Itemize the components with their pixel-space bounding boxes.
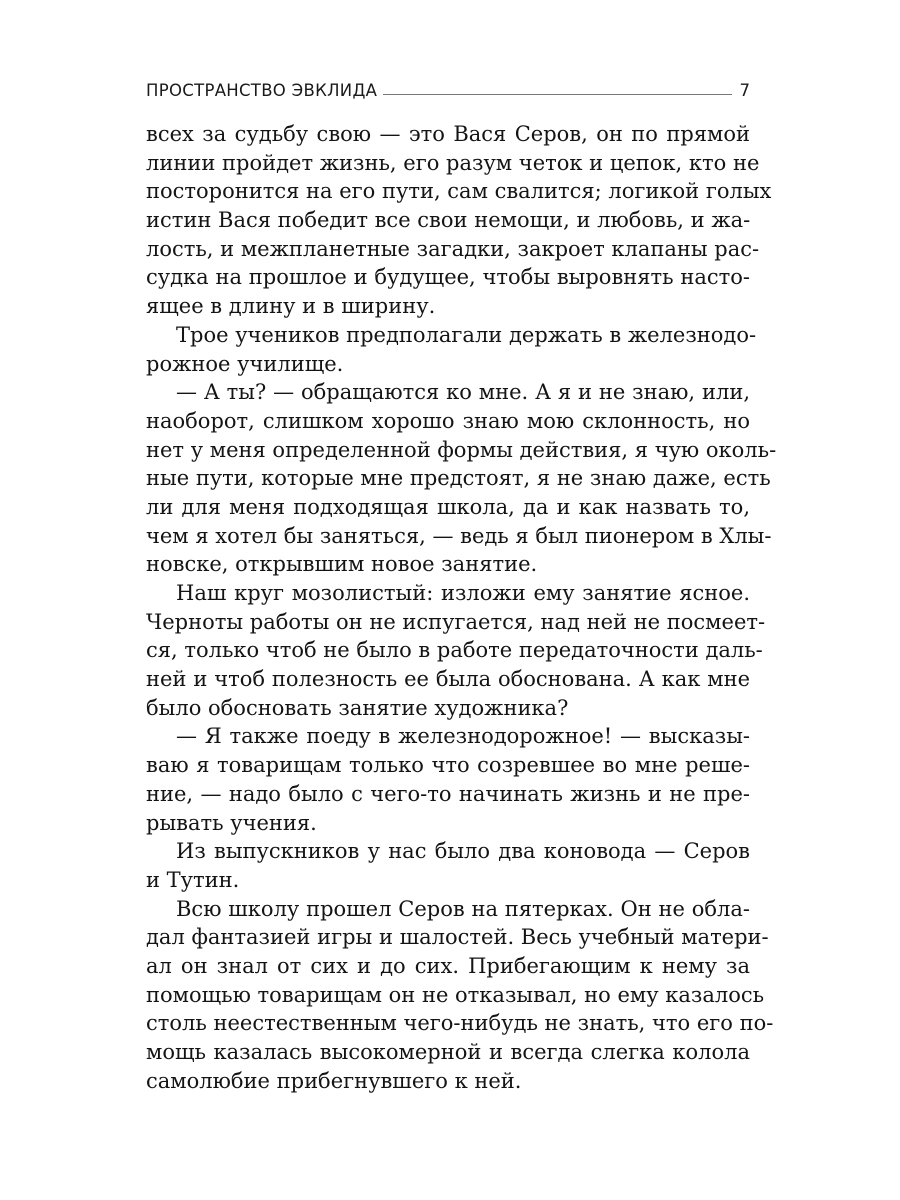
header-rule bbox=[383, 94, 731, 95]
text-line: дал фантазией игры и шалостей. Весь учебный матери- bbox=[146, 925, 769, 950]
text-line: чем я хотел бы заняться, — ведь я был пионером в Хлы- bbox=[146, 523, 772, 548]
text-line: Из выпускников у нас было два коновода — Серов bbox=[176, 839, 750, 864]
text-line: посторонится на его пути, сам свалится; логикой голых bbox=[146, 179, 772, 204]
text-line: рожное училище. bbox=[146, 351, 344, 376]
text-line: Черноты работы он не испугается, над ней не посмеет- bbox=[146, 609, 766, 634]
text-line: наоборот, слишком хорошо знаю мою склонность, но bbox=[146, 408, 750, 433]
text-line: ли для меня подходящая школа, да и как назвать то, bbox=[146, 494, 750, 519]
text-line: Трое учеников предполагали держать в железнодо- bbox=[176, 322, 757, 347]
text-line: ные пути, которые мне предстоят, я не знаю даже, есть bbox=[146, 466, 771, 491]
text-line: и Тутин. bbox=[146, 867, 240, 892]
text-line: помощью товарищам он не отказывал, но ему казалось bbox=[146, 982, 765, 1007]
running-header bbox=[146, 76, 750, 100]
text-line: ние, — надо было с чего-то начинать жизнь и не пре- bbox=[146, 781, 750, 806]
text-line: — А ты? — обращаются ко мне. А я и не знаю, или, bbox=[176, 380, 750, 405]
running-title: ПРОСТРАНСТВО ЭВКЛИДА bbox=[146, 81, 378, 100]
text-line: мощь казалась высокомерной и всегда слегка колола bbox=[146, 1040, 750, 1064]
text-line: — Я также поеду в железнодорожное! — высказы- bbox=[176, 724, 750, 749]
text-line: лость, и межпланетные загадки, закроет клапаны рас- bbox=[146, 236, 760, 261]
text-line: ваю я товарищам только что созревшее во мне реше- bbox=[146, 753, 750, 778]
text-line: было обосновать занятие художника? bbox=[146, 695, 569, 720]
text-line: Наш круг мозолистый: изложи ему занятие ясное. bbox=[176, 581, 750, 605]
page-number: 7 bbox=[739, 81, 750, 100]
body-text bbox=[146, 120, 777, 1095]
text-line: рывать учения. bbox=[146, 810, 317, 835]
text-line: истин Вася победит все свои немощи, и любовь, и жа- bbox=[146, 208, 751, 233]
text-line: всех за судьбу свою — это Вася Серов, он по прямой bbox=[146, 122, 750, 146]
text-line: линии пройдет жизнь, его разум четок и цепок, кто не bbox=[146, 150, 760, 175]
text-line: самолюбие прибегнувшего к ней. bbox=[146, 1068, 522, 1093]
text-line: ал он знал от сих и до сих. Прибегающим к нему за bbox=[146, 953, 750, 978]
text-line: ней и чтоб полезность ее была обоснована. А как мне bbox=[146, 667, 750, 692]
text-line: столь неестественным чего-нибудь не знать, что его по- bbox=[146, 1011, 774, 1036]
text-line: новске, открывшим новое занятие. bbox=[146, 552, 538, 577]
text-line: ящее в длину и в ширину. bbox=[146, 294, 436, 319]
text-line: нет у меня определенной формы действия, я чую околь- bbox=[146, 437, 777, 462]
text-line: ся, только чтоб не было в работе передаточности даль- bbox=[146, 638, 763, 663]
text-line: судка на прошлое и будущее, чтобы выровнять насто- bbox=[146, 265, 750, 290]
text-line: Всю школу прошел Серов на пятерках. Он не обла- bbox=[176, 896, 750, 921]
